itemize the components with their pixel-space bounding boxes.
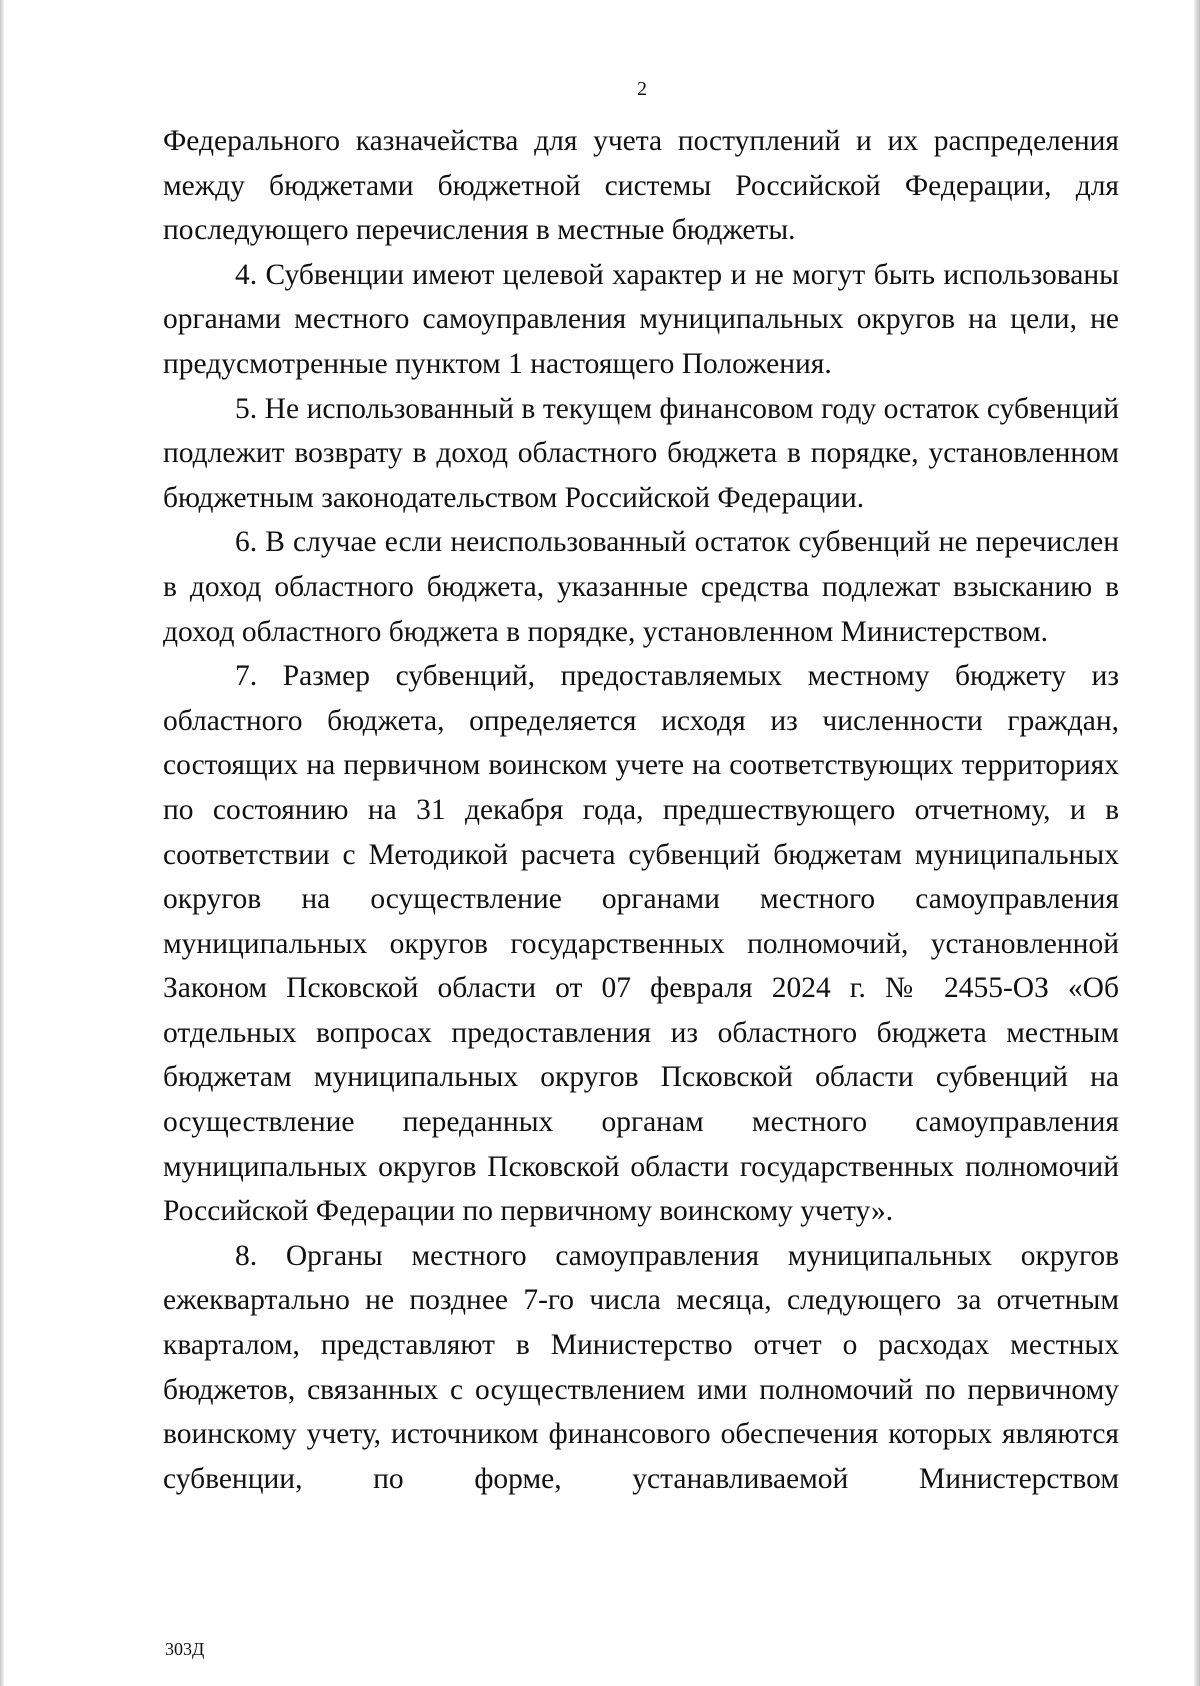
paragraph-5: 5. Не использованный в текущем финансовом году остаток субвенций подлежит возврату в доход областного бюджета в порядке, установленном бюджетным законодательством Российской Федерации. [163, 392, 1119, 514]
paragraph-7: 7. Размер субвенций, предоставляемых местному бюджету из областного бюджета, определяется исходя из численности граждан, состоящих на первичном воинском учете на соответствующих территориях по состоянию на 31 декабря года, предшествующего отчетному, и в соответствии с Методикой расчета субвенций бюджетам муниципальных округов на осуществление органами местного самоуправления муниципальных округов государственных полномочий, установленной Законом Псковской области от 07 февраля 2024 г. № 2455-ОЗ «Об отдельных вопросах предоставления из областного бюджета местным бюджетам муниципальных округов Псковской области субвенций на осуществление переданных органам местного самоуправления муниципальных округов Псковской области государственных полномочий Российской Федерации по первичному воинскому учету». [163, 660, 1119, 1228]
paragraph-8: 8. Органы местного самоуправления муниципальных округов ежеквартально не позднее 7-го числа месяца, следующего за отчетным кварталом, представляют в Министерство отчет о расходах местных бюджетов, связанных с осуществлением ими полномочий по первичному воинскому учету, источником финансового обеспечения которых являются субвенции, по форме, устанавливаемой Министерством [163, 1239, 1119, 1495]
paragraph-continuation: Федерального казначейства для учета поступлений и их распределения между бюджетами бюджетной системы Российской Федерации, для последующего перечисления в местные бюджеты. [163, 125, 1119, 247]
paragraph-6: 6. В случае если неиспользованный остаток субвенций не перечислен в доход областного бюджета, указанные средства подлежат взысканию в доход областного бюджета в порядке, установленном Министерством. [163, 526, 1119, 648]
document-body [163, 119, 1119, 1501]
scan-edge-right [1194, 0, 1200, 1686]
scan-edge-left [0, 0, 4, 1686]
page-number: 2 [637, 78, 647, 100]
paragraph-4: 4. Субвенции имеют целевой характер и не могут быть использованы органами местного самоуправления муниципальных округов на цели, не предусмотренные пунктом 1 настоящего Положения. [163, 258, 1119, 380]
document-code: 303Д [165, 1639, 205, 1659]
